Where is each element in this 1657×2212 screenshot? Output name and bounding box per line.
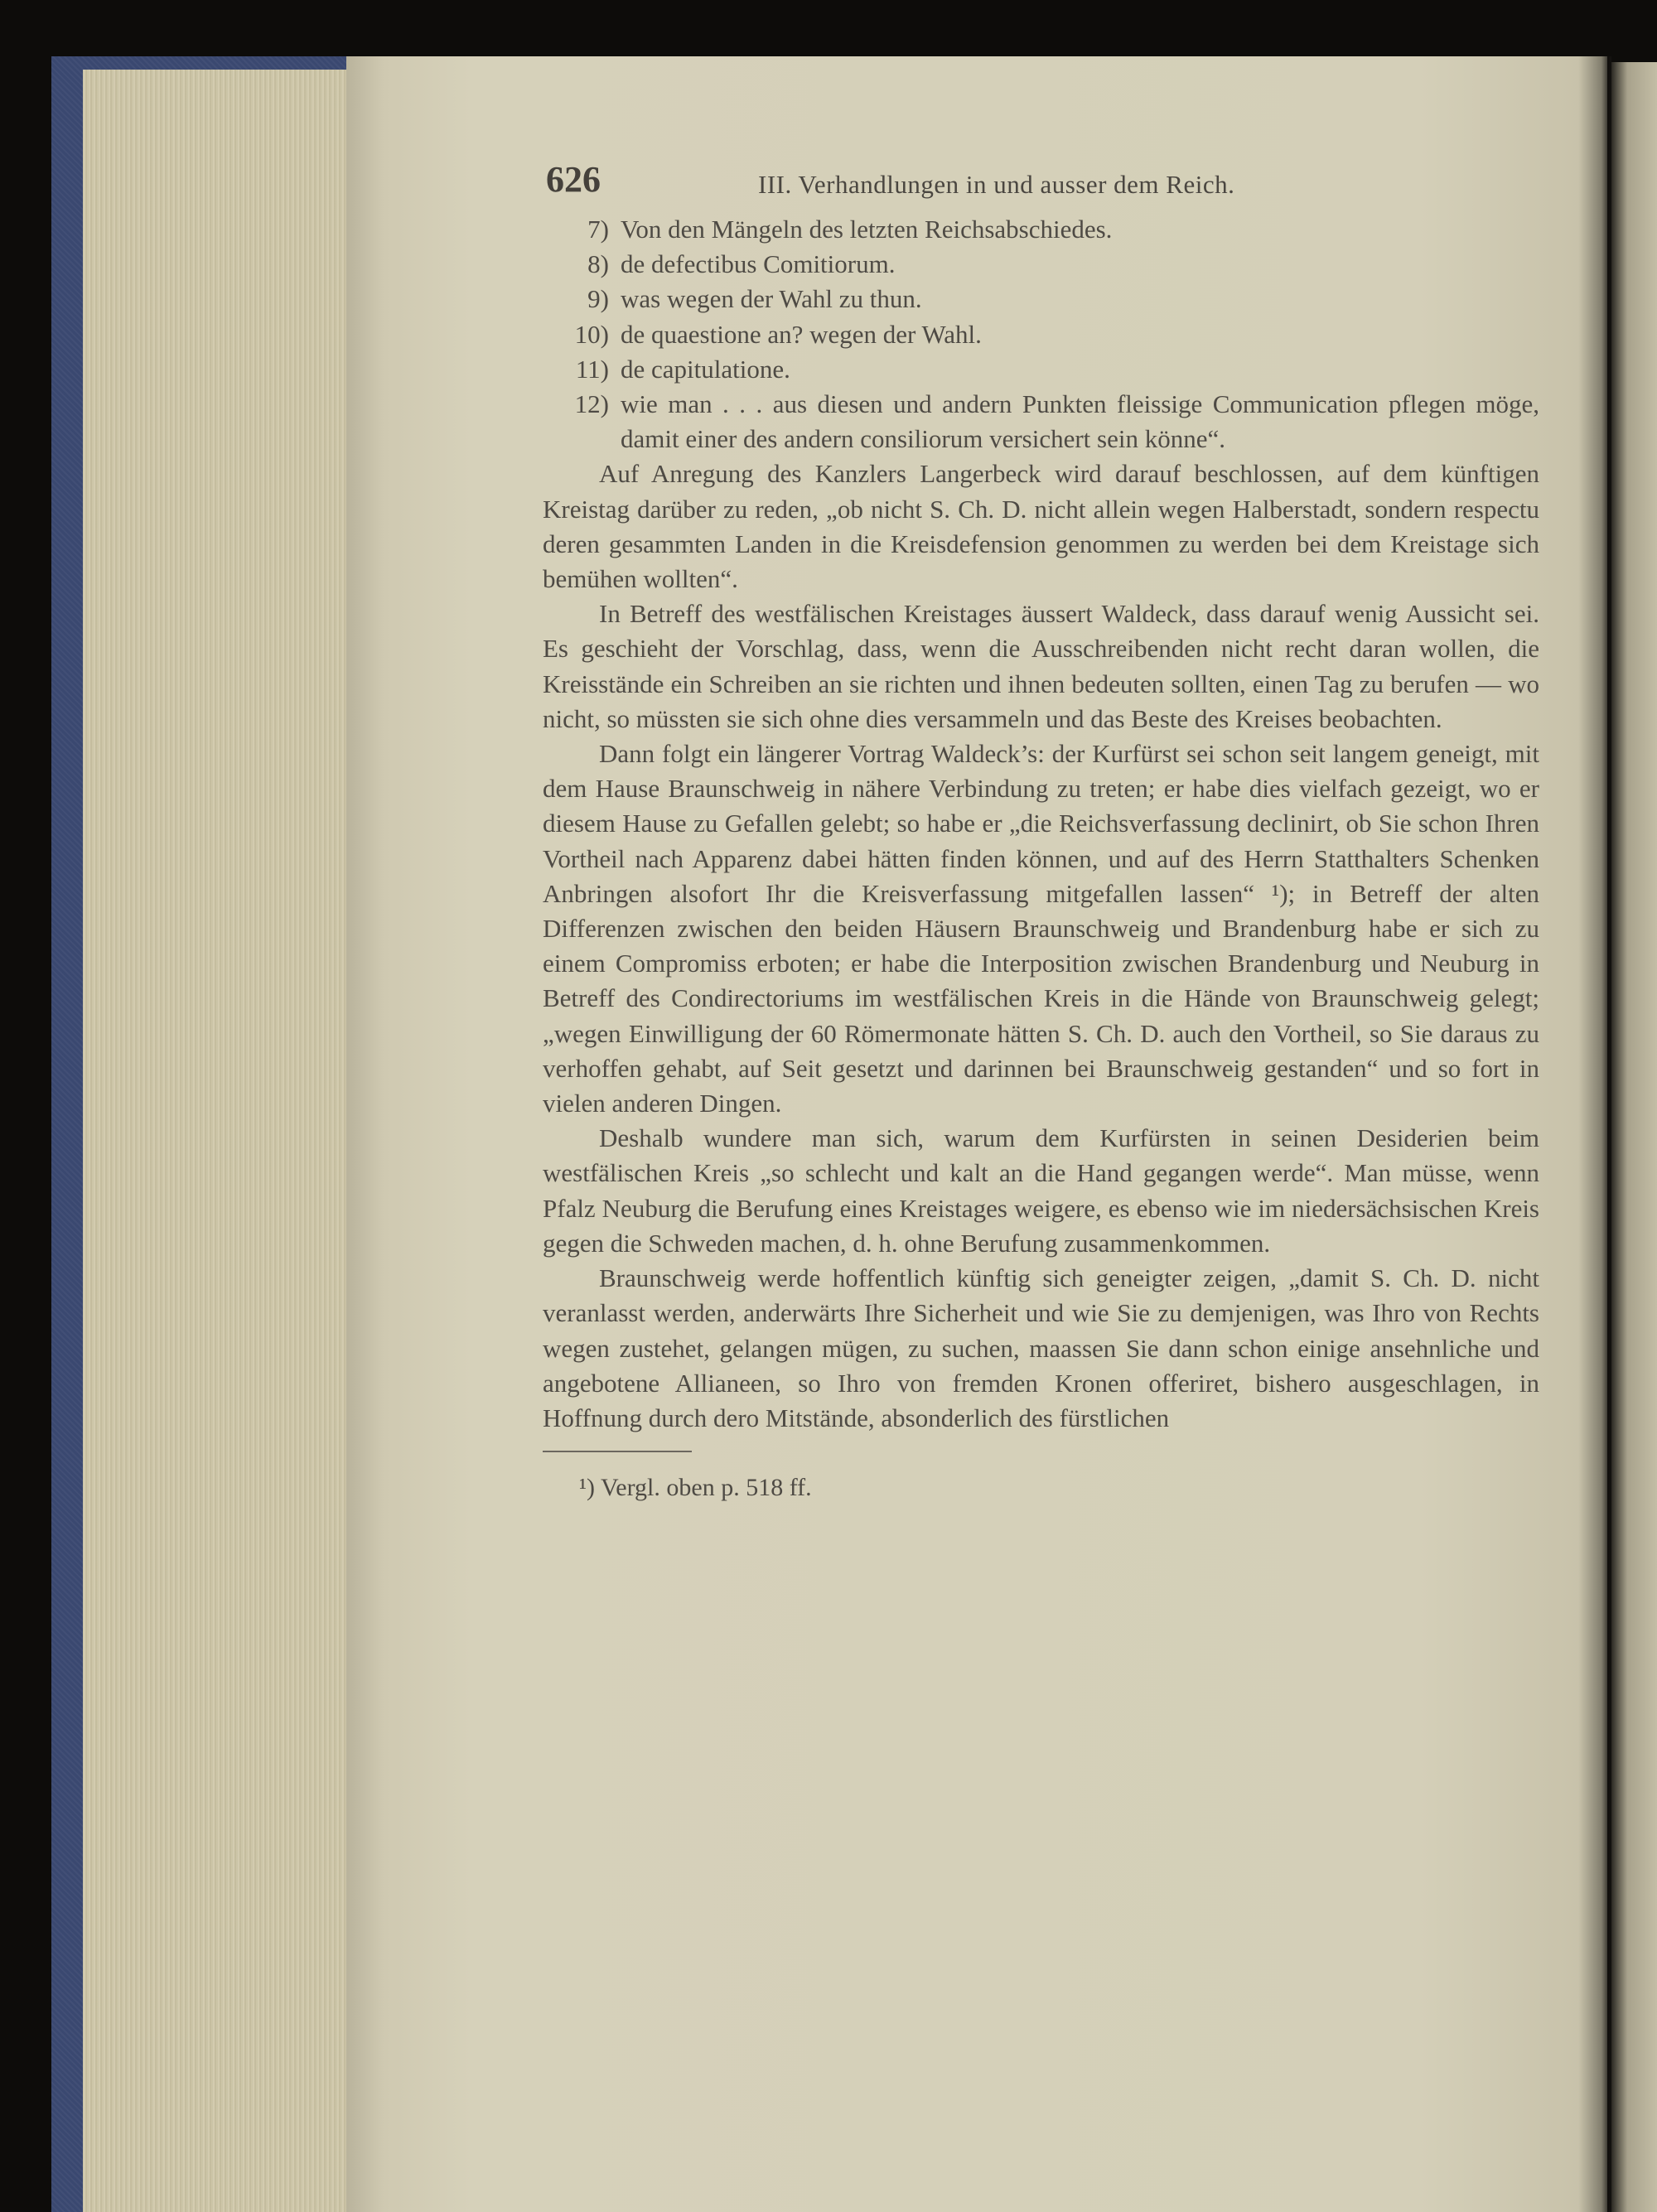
body-paragraph: Braunschweig werde hoffentlich künftig sich geneigter zeigen, „damit S. Ch. D. nicht veranlasst werden, anderwärts Ihre Sicherheit und wie Sie zu demjenigen, was Ihro von Rechts wegen zustehet, gelangen mügen, zu suchen, maassen Sie dann schon einige ansehnliche und angebotene Allianeen, so Ihro von fremden Kronen offeriret, bishero ausgeschlagen, in Hoffnung durch dero Mitstände, absonderlich des fürstlichen (543, 1263, 1539, 1432)
list-item (566, 317, 1539, 352)
numbered-list (543, 212, 1539, 456)
list-text: de quaestione an? wegen der Wahl. (621, 319, 982, 349)
page-number: 626 (546, 159, 601, 200)
footnote: ¹) Vergl. oben p. 518 ff. (579, 1474, 812, 1502)
list-number: 12) (574, 389, 609, 419)
body-paragraph: In Betreff des westfälischen Kreistages äussert Waldeck, dass darauf wenig Aussicht sei. Es geschieht der Vorschlag, dass, wenn die Ausschreibenden nicht recht daran wollen, die Kreisstände ein Schreiben an sie richten und ihnen bedeuten sollten, einen Tag zu berufen — wo nicht, so müssten sie sich ohne dies versammeln und das Beste des Kreises beobachten. (543, 599, 1539, 733)
list-text: wie man . . . aus diesen und andern Punkten fleissige Communication pflegen möge, damit einer des andern consiliorum versichert sein könne“. (621, 389, 1539, 454)
list-number: 10) (574, 319, 609, 349)
list-text: Von den Mängeln des letzten Reichsabschiedes. (621, 215, 1113, 244)
page-edges (83, 70, 348, 2212)
list-number: 7) (587, 215, 609, 244)
list-item (566, 247, 1539, 282)
body-paragraph: Deshalb wundere man sich, warum dem Kurfürsten in seinen Desiderien beim westfälischen Kreis „so schlecht und kalt an die Hand gegangen werde“. Man müsse, wenn Pfalz Neuburg die Berufung eines Kreistages weigere, es ebenso wie im niedersächsischen Kreis gegen die Schweden machen, d. h. ohne Berufung zusammenkommen. (543, 1123, 1539, 1258)
footnote-divider (543, 1451, 692, 1452)
list-number: 11) (575, 354, 609, 384)
list-number: 9) (587, 284, 609, 314)
list-text: de capitulatione. (621, 354, 790, 384)
body-paragraph: Auf Anregung des Kanzlers Langerbeck wird darauf beschlossen, auf dem künftigen Kreistag darüber zu reden, „ob nicht S. Ch. D. nicht allein wegen Halberstadt, sondern respectu deren gesammten Landen in die Kreisdefension genommen zu werden bei dem Kreistage sich bemühen wollten“. (543, 459, 1539, 594)
list-item (566, 387, 1539, 456)
list-text: de defectibus Comitiorum. (621, 249, 896, 279)
list-text: was wegen der Wahl zu thun. (621, 284, 922, 314)
page-text (543, 157, 1539, 1505)
list-item (566, 352, 1539, 387)
book-gutter (1578, 56, 1611, 2212)
page-header (543, 157, 1539, 207)
list-item (566, 282, 1539, 316)
list-item (566, 212, 1539, 247)
running-head: III. Verhandlungen in und ausser dem Reich. (758, 170, 1235, 199)
facing-page-edge (1611, 62, 1657, 2212)
body-paragraph: Dann folgt ein längerer Vortrag Waldeck’s: der Kurfürst sei schon seit langem geneigt, mit dem Hause Braunschweig in nähere Verbindung zu treten; er habe dies vielfach gezeigt, wo er diesem Hause zu Gefallen gelebt; so habe er „die Reichsverfassung declinirt, ob Sie schon Ihren Vortheil nach Apparenz dabei hätten finden können, und auf des Herrn Statthalters Schenken Anbringen alsofort Ihr die Kreisverfassung mitgefallen lassen“ ¹); in Betreff der alten Differenzen zwischen den beiden Häusern Braunschweig und Brandenburg habe er sich zu einem Compromiss erboten; er habe die Interposition zwischen Brandenburg und Neuburg in Betreff des Condirectoriums im westfälischen Kreis in die Hände von Braunschweig gelegt; „wegen Einwilligung der 60 Römermonate hätten S. Ch. D. auch den Vortheil, so Sie daraus zu verhoffen gehabt, auf Seit gesetzt und darinnen bei Braunschweig gestanden“ und so fort in vielen anderen Dingen. (543, 739, 1539, 1118)
list-number: 8) (587, 249, 609, 279)
